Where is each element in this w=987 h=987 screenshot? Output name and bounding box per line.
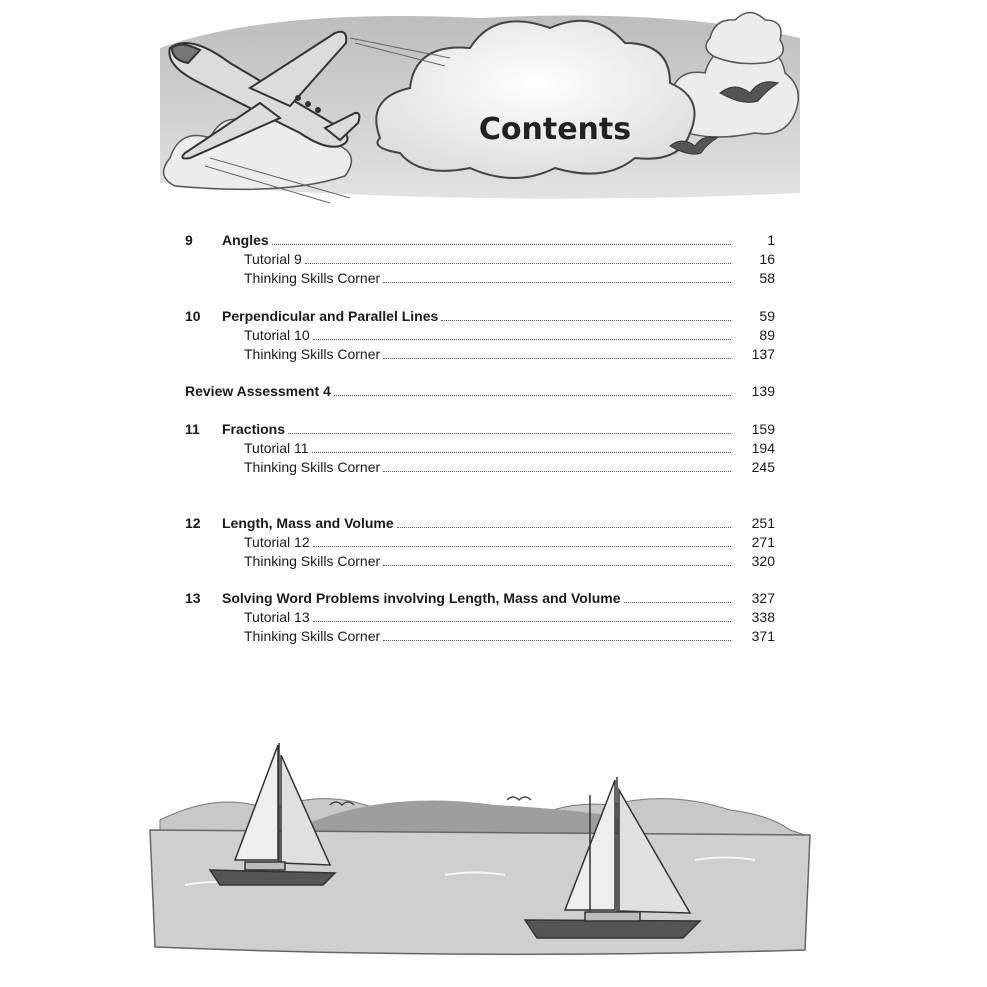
dot-leader xyxy=(383,281,731,283)
dot-leader xyxy=(624,601,731,603)
chapter-title: Length, Mass and Volume xyxy=(222,515,397,531)
dot-leader xyxy=(312,451,731,453)
subentry-title: Thinking Skills Corner xyxy=(244,270,383,286)
page-number: 245 xyxy=(751,459,775,475)
toc-subentry-row[interactable] xyxy=(185,270,775,289)
dot-leader xyxy=(383,470,731,472)
review-title: Review Assessment 4 xyxy=(185,383,334,399)
dot-leader xyxy=(383,639,731,641)
dot-leader xyxy=(397,526,731,528)
toc-subentry-row[interactable] xyxy=(185,553,775,572)
chapter-number: 12 xyxy=(185,515,201,531)
dot-leader xyxy=(383,357,731,359)
dot-leader xyxy=(313,620,731,622)
dot-leader xyxy=(441,319,731,321)
page-number: 194 xyxy=(751,440,775,456)
page-number: 320 xyxy=(751,553,775,569)
toc-subentry-row[interactable] xyxy=(185,459,775,478)
page-number: 89 xyxy=(759,327,775,343)
toc-subentry-row[interactable] xyxy=(185,251,775,270)
toc-chapter-row[interactable] xyxy=(185,421,775,440)
toc-subentry-row[interactable] xyxy=(185,609,775,628)
subentry-title: Tutorial 13 xyxy=(244,609,313,625)
chapter-title: Solving Word Problems involving Length, Mass and Volume xyxy=(222,590,624,606)
bird-icon xyxy=(507,797,531,800)
toc-subentry-row[interactable] xyxy=(185,327,775,346)
dot-leader xyxy=(334,394,731,396)
dot-leader xyxy=(383,564,731,566)
chapter-number: 9 xyxy=(185,232,193,248)
page-number: 16 xyxy=(759,251,775,267)
page-number: 59 xyxy=(759,308,775,324)
subentry-title: Thinking Skills Corner xyxy=(244,346,383,362)
subentry-title: Tutorial 9 xyxy=(244,251,305,267)
page-number: 58 xyxy=(759,270,775,286)
toc-chapter-row[interactable] xyxy=(185,590,775,609)
toc-review-row[interactable] xyxy=(185,383,775,402)
page-number: 1 xyxy=(767,232,775,248)
subentry-title: Thinking Skills Corner xyxy=(244,553,383,569)
page-number: 327 xyxy=(751,590,775,606)
toc-subentry-row[interactable] xyxy=(185,628,775,647)
toc-subentry-row[interactable] xyxy=(185,346,775,365)
dot-leader xyxy=(313,338,731,340)
toc-chapter-row[interactable] xyxy=(185,308,775,327)
dot-leader xyxy=(288,432,731,434)
toc-chapter-row[interactable] xyxy=(185,515,775,534)
page-number: 271 xyxy=(751,534,775,550)
toc-chapter-row[interactable] xyxy=(185,232,775,251)
dot-leader xyxy=(272,243,731,245)
toc-subentry-row[interactable] xyxy=(185,534,775,553)
page-number: 159 xyxy=(751,421,775,437)
chapter-title: Perpendicular and Parallel Lines xyxy=(222,308,441,324)
subentry-title: Tutorial 12 xyxy=(244,534,313,550)
page-number: 137 xyxy=(751,346,775,362)
dot-leader xyxy=(313,545,731,547)
subentry-title: Tutorial 11 xyxy=(244,440,312,456)
page-title: Contents xyxy=(478,112,632,147)
dot-leader xyxy=(305,262,731,264)
chapter-title: Angles xyxy=(222,232,272,248)
chapter-number: 13 xyxy=(185,590,201,606)
toc-subentry-row[interactable] xyxy=(185,440,775,459)
subentry-title: Thinking Skills Corner xyxy=(244,628,383,644)
footer-illustration xyxy=(145,735,815,960)
page-number: 139 xyxy=(751,383,775,399)
chapter-number: 10 xyxy=(185,308,201,324)
page-number: 338 xyxy=(751,609,775,625)
page-number: 371 xyxy=(751,628,775,644)
chapter-number: 11 xyxy=(185,421,200,437)
page-number: 251 xyxy=(751,515,775,531)
subentry-title: Tutorial 10 xyxy=(244,327,313,343)
subentry-title: Thinking Skills Corner xyxy=(244,459,383,475)
chapter-title: Fractions xyxy=(222,421,288,437)
